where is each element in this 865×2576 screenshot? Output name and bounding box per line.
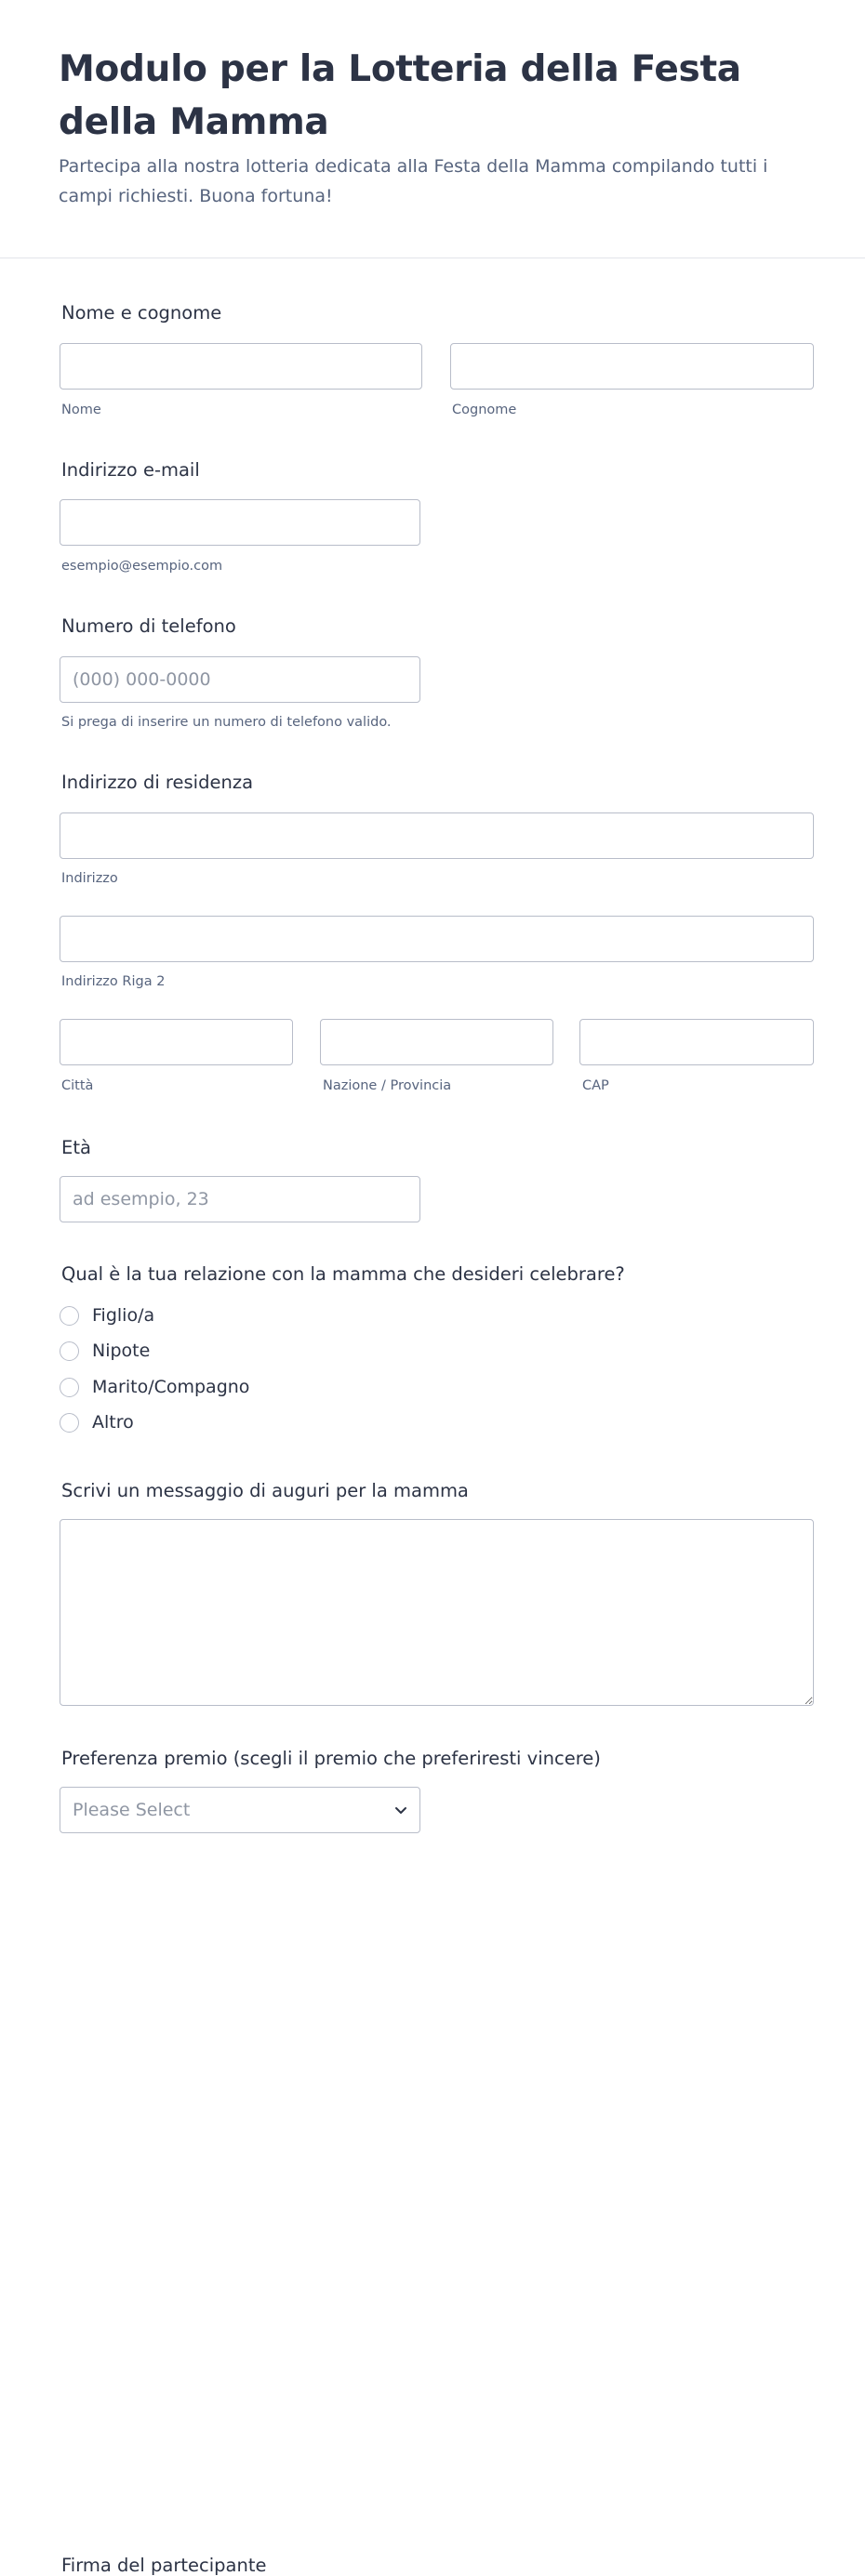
city-sublabel: Città	[61, 1078, 94, 1093]
email-label: Indirizzo e-mail	[61, 459, 200, 481]
age-input[interactable]	[60, 1176, 420, 1222]
message-label: Scrivi un messaggio di auguri per la mamma	[61, 1480, 469, 1501]
phone-label: Numero di telefono	[61, 615, 236, 637]
chevron-down-icon	[393, 1803, 408, 1817]
relation-label: Qual è la tua relazione con la mamma che desideri celebrare?	[61, 1263, 625, 1285]
radio-button[interactable]	[60, 1341, 79, 1361]
form-header	[0, 0, 865, 258]
phone-sublabel: Si prega di inserire un numero di telefono valido.	[61, 715, 392, 730]
city-input[interactable]	[60, 1019, 293, 1065]
street-address-sublabel: Indirizzo	[61, 871, 118, 886]
relation-option-altro[interactable]	[60, 1409, 134, 1435]
last-name-input[interactable]	[450, 343, 814, 390]
street-address-line2-sublabel: Indirizzo Riga 2	[61, 974, 166, 989]
street-address-line2-input[interactable]	[60, 916, 814, 962]
radio-option-label: Altro	[92, 1412, 134, 1433]
message-textarea[interactable]	[60, 1519, 814, 1706]
email-sublabel: esempio@esempio.com	[61, 559, 223, 574]
street-address-input[interactable]	[60, 812, 814, 859]
relation-option-marito[interactable]	[60, 1374, 249, 1400]
first-name-sublabel: Nome	[61, 403, 101, 417]
signature-label: Firma del partecipante	[61, 2555, 267, 2576]
address-label: Indirizzo di residenza	[61, 772, 254, 793]
zip-sublabel: CAP	[582, 1078, 609, 1093]
age-label: Età	[61, 1137, 91, 1158]
radio-option-label: Nipote	[92, 1341, 151, 1361]
prize-label: Preferenza premio (scegli il premio che preferiresti vincere)	[61, 1748, 601, 1769]
zip-input[interactable]	[579, 1019, 814, 1065]
radio-option-label: Figlio/a	[92, 1305, 155, 1326]
form-title: Modulo per la Lotteria della Festa della Mamma	[59, 48, 741, 143]
state-province-input[interactable]	[320, 1019, 553, 1065]
relation-option-nipote[interactable]	[60, 1338, 150, 1364]
first-name-input[interactable]	[60, 343, 422, 390]
prize-select[interactable]	[60, 1787, 420, 1833]
email-input[interactable]	[60, 499, 420, 546]
phone-input[interactable]	[60, 656, 420, 703]
radio-button[interactable]	[60, 1306, 79, 1326]
radio-button[interactable]	[60, 1413, 79, 1433]
last-name-sublabel: Cognome	[452, 403, 517, 417]
radio-option-label: Marito/Compagno	[92, 1377, 250, 1397]
prize-select-value: Please Select	[73, 1800, 191, 1820]
radio-button[interactable]	[60, 1378, 79, 1397]
state-province-sublabel: Nazione / Provincia	[323, 1078, 452, 1093]
relation-option-figlio[interactable]	[60, 1302, 154, 1328]
name-label: Nome e cognome	[61, 302, 222, 324]
form-subtitle: Partecipa alla nostra lotteria dedicata alla Festa della Mamma compilando tutti i campi richiesti. Buona fortuna!	[59, 156, 768, 206]
